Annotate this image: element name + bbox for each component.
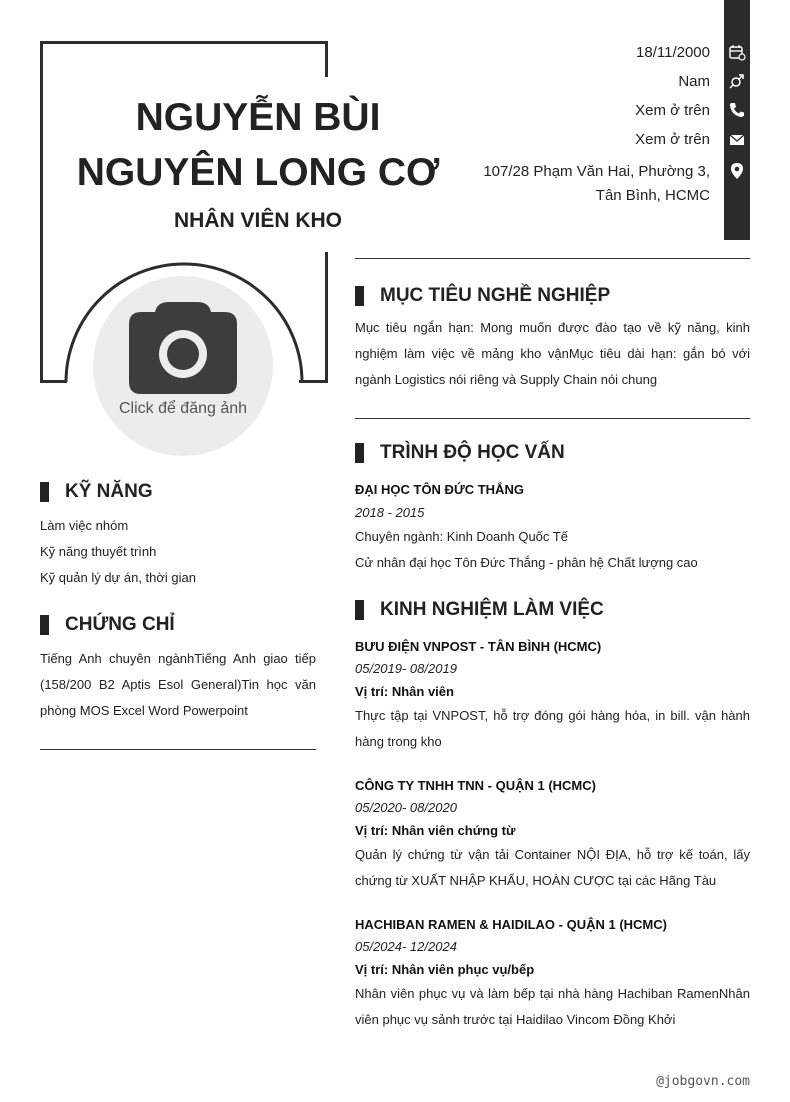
job-description: Thực tập tại VNPOST, hỗ trợ đóng gói hàng hóa, in bill. vận hành hàng trong kho [355, 708, 750, 749]
section-marker [40, 615, 49, 635]
section-marker [355, 443, 364, 463]
job-period: 05/2024- 12/2024 [355, 939, 457, 954]
job-description: Nhân viên phục vụ và làm bếp tại nhà hàng Hachiban RamenNhân viên phục vụ sảnh trước tại Haidilao Vincom Đồng Khởi [355, 986, 750, 1027]
camera-icon [129, 300, 237, 394]
experience-section-title [355, 599, 604, 621]
skill-item: Kỹ quản lý dự án, thời gian [40, 570, 196, 585]
divider [40, 749, 316, 750]
skills-section-title [40, 481, 153, 503]
email-icon [728, 131, 746, 149]
birthday: 18/11/2000 [636, 44, 710, 61]
address [483, 160, 710, 208]
job-period: 05/2019- 08/2019 [355, 661, 457, 676]
gender-icon [728, 72, 746, 90]
education-section-title [355, 442, 565, 464]
skill-item: Làm việc nhóm [40, 518, 129, 533]
calendar-icon [728, 43, 746, 61]
education-title: TRÌNH ĐỘ HỌC VẤN [380, 442, 565, 463]
name-line-1: NGUYỄN BÙI [135, 96, 381, 139]
candidate-name [58, 90, 458, 200]
email[interactable]: Xem ở trên [635, 131, 710, 148]
certificates-text: Tiếng Anh chuyên ngànhTiếng Anh giao tiếp (158/200 B2 Aptis Esol General)Tin học văn phòng MOS Excel Word Powerpoint [40, 651, 316, 718]
phone-icon [728, 101, 746, 119]
avatar-caption[interactable]: Click để đăng ảnh [118, 400, 248, 417]
job-entry [355, 778, 750, 894]
job-title: NHÂN VIÊN KHO [173, 209, 342, 232]
job-company: HACHIBAN RAMEN & HAIDILAO - QUẬN 1 (HCMC) [355, 917, 667, 932]
education-period: 2018 - 2015 [355, 505, 425, 520]
job-entry [355, 917, 750, 1033]
header-frame-right-bottom [325, 252, 328, 383]
address-line-1: 107/28 Phạm Văn Hai, Phường 3, [483, 163, 710, 180]
section-marker [355, 600, 364, 620]
contact-icon-bar [724, 0, 750, 240]
certificates-section-title [40, 614, 175, 636]
address-line-2: Tân Bình, HCMC [595, 187, 710, 204]
footer-brand[interactable]: @jobgovn.com [656, 1074, 750, 1089]
job-entry [355, 639, 750, 755]
education-detail: Cử nhân đại học Tôn Đức Thắng - phân hệ Chất lượng cao [355, 555, 698, 570]
job-description: Quản lý chứng từ vận tải Container NỘI ĐỊA, hỗ trợ kế toán, lấy chứng từ XUẤT NHẬP KHẨU, HOÀN CƯỢC tại các Hãng Tàu [355, 847, 750, 888]
section-marker [355, 286, 364, 306]
objective-title: MỤC TIÊU NGHỀ NGHIỆP [380, 285, 611, 306]
job-period: 05/2020- 08/2020 [355, 800, 457, 815]
experience-title: KINH NGHIỆM LÀM VIỆC [380, 599, 604, 620]
job-company: BƯU ĐIỆN VNPOST - TÂN BÌNH (HCMC) [355, 639, 602, 654]
job-position: Vị trí: Nhân viên [355, 684, 454, 699]
phone[interactable]: Xem ở trên [635, 102, 710, 119]
school-name: ĐẠI HỌC TÔN ĐỨC THẮNG [355, 482, 524, 497]
avatar-upload[interactable] [93, 276, 273, 456]
header-frame-left [40, 41, 43, 383]
skills-title: KỸ NĂNG [65, 481, 153, 502]
job-position: Vị trí: Nhân viên phục vụ/bếp [355, 962, 535, 977]
job-position: Vị trí: Nhân viên chứng từ [355, 823, 516, 838]
header-frame-top [40, 41, 328, 44]
name-line-2: NGUYÊN LONG CƠ [76, 151, 440, 194]
location-pin-icon [728, 162, 746, 180]
gender: Nam [678, 73, 710, 90]
divider [355, 418, 750, 419]
job-company: CÔNG TY TNHH TNN - QUẬN 1 (HCMC) [355, 778, 596, 793]
header-frame-right-top [325, 41, 328, 77]
certificates-title: CHỨNG CHỈ [65, 614, 175, 635]
skill-item: Kỹ năng thuyết trình [40, 544, 157, 559]
objective-text: Mục tiêu ngắn hạn: Mong muốn được đào tạo về kỹ năng, kinh nghiệm làm việc về mảng kho vậnMục tiêu dài hạn: gắn bó với ngành Logistics nói riêng và Supply Chain nói chung [355, 320, 750, 387]
education-major: Chuyên ngành: Kinh Doanh Quốc Tế [355, 529, 568, 544]
objective-section-title [355, 285, 610, 307]
section-marker [40, 482, 49, 502]
divider [355, 258, 750, 259]
